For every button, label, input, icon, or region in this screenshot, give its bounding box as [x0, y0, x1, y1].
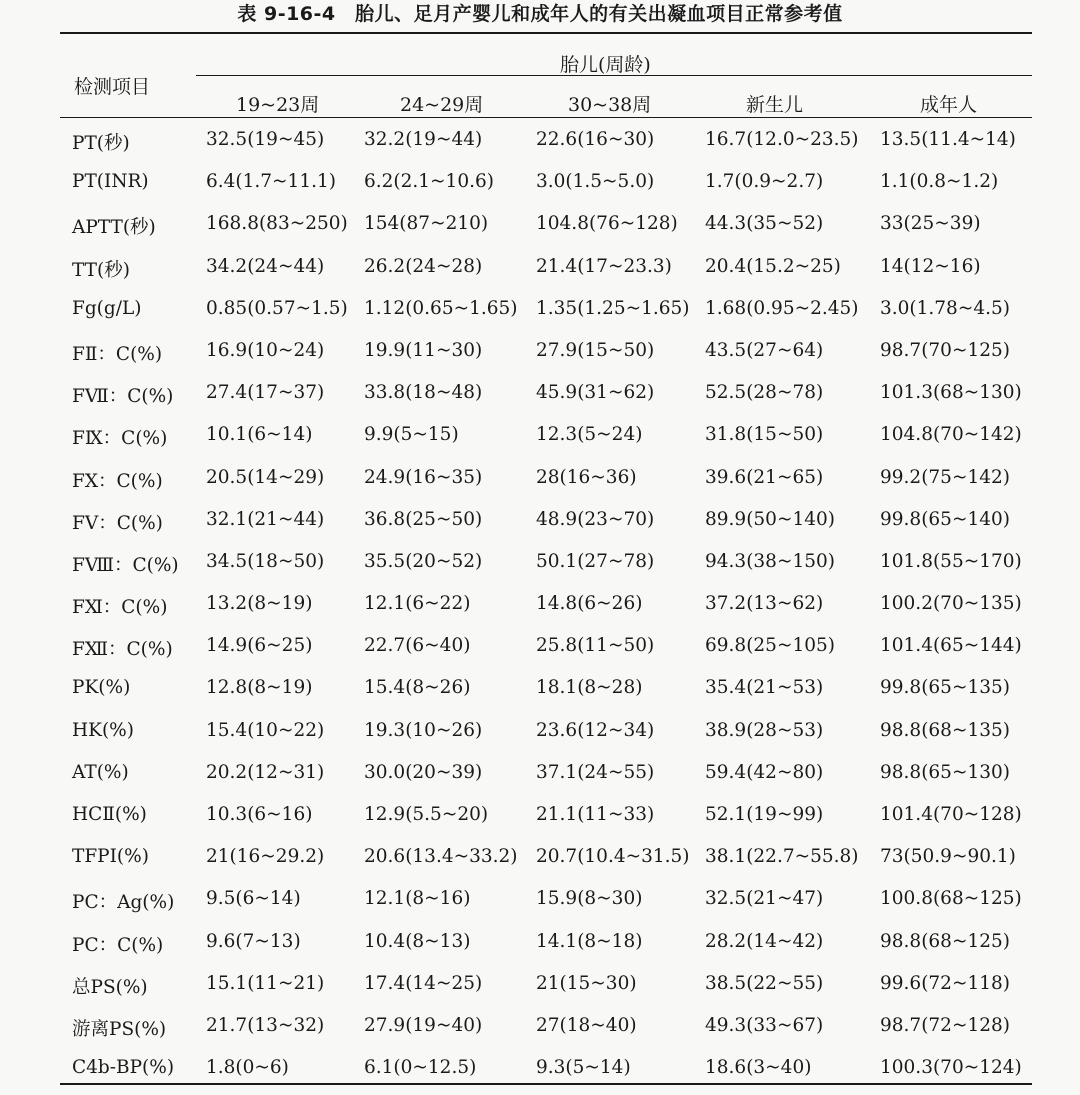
table-row: [0, 589, 1080, 631]
cell-item: 游离PS(%): [72, 1018, 167, 1040]
cell-newborn: 43.5(27~64): [705, 339, 824, 361]
table-body: [0, 125, 1080, 1095]
cell-newborn: 69.8(25~105): [705, 635, 835, 657]
cell-item: PK(%): [72, 677, 131, 699]
cell-week-24-29: 26.2(24~28): [364, 255, 483, 277]
cell-item: FⅫ：C(%): [72, 639, 173, 661]
column-header-30-38: 30~38周: [568, 94, 652, 116]
cell-newborn: 28.2(14~42): [705, 930, 824, 952]
column-header-newborn: 新生儿: [746, 94, 804, 116]
cell-newborn: 1.68(0.95~2.45): [705, 297, 859, 319]
cell-week-24-29: 35.5(20~52): [364, 550, 483, 572]
cell-newborn: 16.7(12.0~23.5): [705, 129, 859, 150]
header-item: 检测项目: [74, 76, 151, 98]
cell-newborn: 38.1(22.7~55.8): [705, 846, 859, 868]
table-row: [0, 463, 1080, 505]
table-row: [0, 884, 1080, 926]
cell-week-30-38: 50.1(27~78): [536, 550, 655, 572]
cell-item: FⅦ：C(%): [72, 386, 174, 408]
cell-item: PC：Ag(%): [72, 892, 175, 914]
cell-adult: 101.8(55~170): [880, 550, 1022, 572]
cell-newborn: 44.3(35~52): [705, 213, 824, 235]
cell-adult: 104.8(70~142): [880, 424, 1022, 446]
cell-newborn: 59.4(42~80): [705, 761, 824, 783]
table-row: [0, 673, 1080, 715]
cell-week-24-29: 27.9(19~40): [364, 1014, 483, 1036]
cell-adult: 99.8(65~140): [880, 508, 1010, 530]
cell-week-19-23: 15.4(10~22): [206, 719, 325, 741]
table-row: [0, 758, 1080, 800]
cell-week-19-23: 6.4(1.7~11.1): [206, 171, 336, 193]
cell-week-30-38: 27.9(15~50): [536, 339, 655, 361]
cell-week-30-38: 27(18~40): [536, 1014, 637, 1036]
table-row: [0, 927, 1080, 969]
cell-week-30-38: 48.9(23~70): [536, 508, 655, 530]
cell-week-30-38: 28(16~36): [536, 466, 637, 488]
table-row: [0, 209, 1080, 251]
cell-week-19-23: 9.6(7~13): [206, 930, 301, 952]
cell-week-24-29: 22.7(6~40): [364, 635, 471, 657]
cell-adult: 98.8(68~125): [880, 930, 1010, 952]
cell-adult: 98.8(68~135): [880, 719, 1010, 741]
cell-week-19-23: 21.7(13~32): [206, 1014, 325, 1036]
cell-week-19-23: 10.3(6~16): [206, 804, 313, 825]
cell-week-19-23: 15.1(11~21): [206, 972, 325, 994]
cell-adult: 14(12~16): [880, 255, 981, 277]
cell-item: FⅤ：C(%): [72, 512, 163, 534]
table-row: [0, 800, 1080, 842]
cell-week-24-29: 1.12(0.65~1.65): [364, 297, 518, 319]
cell-week-30-38: 18.1(8~28): [536, 677, 643, 699]
cell-week-30-38: 23.6(12~34): [536, 719, 655, 741]
table-row: [0, 420, 1080, 462]
table-row: [0, 378, 1080, 420]
cell-item: TT(秒): [72, 259, 130, 281]
cell-week-24-29: 19.3(10~26): [364, 719, 483, 741]
cell-week-19-23: 168.8(83~250): [206, 213, 348, 235]
cell-week-30-38: 14.1(8~18): [536, 930, 643, 952]
cell-newborn: 38.9(28~53): [705, 719, 824, 741]
cell-week-30-38: 45.9(31~62): [536, 382, 655, 404]
cell-week-30-38: 14.8(6~26): [536, 593, 643, 615]
cell-newborn: 94.3(38~150): [705, 550, 835, 572]
column-header-19-23: 19~23周: [236, 94, 320, 116]
table-row: [0, 547, 1080, 589]
table-row: [0, 505, 1080, 547]
table-row: [0, 969, 1080, 1011]
cell-adult: 98.7(70~125): [880, 339, 1010, 361]
cell-newborn: 52.5(28~78): [705, 382, 824, 404]
cell-week-19-23: 10.1(6~14): [206, 424, 313, 446]
table-row: [0, 125, 1080, 167]
cell-week-24-29: 12.1(8~16): [364, 888, 471, 910]
cell-item: AT(%): [72, 761, 129, 783]
table-row: [0, 336, 1080, 378]
cell-week-24-29: 15.4(8~26): [364, 677, 471, 699]
cell-item: FⅧ：C(%): [72, 554, 179, 576]
cell-adult: 3.0(1.78~4.5): [880, 297, 1010, 319]
cell-week-24-29: 154(87~210): [364, 213, 489, 235]
cell-week-30-38: 21.4(17~23.3): [536, 255, 672, 277]
cell-adult: 33(25~39): [880, 213, 981, 235]
cell-newborn: 32.5(21~47): [705, 888, 824, 910]
table-title: 表 9-16-4 胎儿、足月产婴儿和成年人的有关出凝血项目正常参考值: [237, 3, 843, 25]
cell-week-24-29: 30.0(20~39): [364, 761, 483, 783]
cell-week-30-38: 22.6(16~30): [536, 129, 655, 150]
cell-newborn: 18.6(3~40): [705, 1057, 812, 1079]
cell-week-19-23: 32.5(19~45): [206, 129, 325, 150]
cell-item: PT(INR): [72, 171, 149, 193]
cell-adult: 73(50.9~90.1): [880, 846, 1016, 868]
top-rule: [60, 32, 1032, 34]
cell-adult: 100.8(68~125): [880, 888, 1022, 910]
table-row: [0, 167, 1080, 209]
cell-week-30-38: 104.8(76~128): [536, 213, 678, 235]
cell-item: TFPI(%): [72, 846, 149, 868]
cell-item: Fg(g/L): [72, 297, 142, 319]
cell-adult: 98.8(65~130): [880, 761, 1010, 783]
cell-newborn: 1.7(0.9~2.7): [705, 171, 824, 193]
cell-week-30-38: 21(15~30): [536, 972, 637, 994]
cell-week-30-38: 37.1(24~55): [536, 761, 655, 783]
cell-item: FⅨ：C(%): [72, 428, 168, 450]
cell-week-19-23: 13.2(8~19): [206, 593, 313, 615]
cell-week-24-29: 32.2(19~44): [364, 129, 483, 150]
cell-week-19-23: 9.5(6~14): [206, 888, 301, 910]
cell-week-30-38: 20.7(10.4~31.5): [536, 846, 690, 868]
cell-newborn: 35.4(21~53): [705, 677, 824, 699]
cell-item: C4b-BP(%): [72, 1057, 175, 1079]
cell-week-24-29: 19.9(11~30): [364, 339, 483, 361]
cell-adult: 13.5(11.4~14): [880, 129, 1016, 150]
column-header-adult: 成年人: [920, 94, 978, 116]
cell-item: FⅪ：C(%): [72, 597, 168, 619]
cell-week-19-23: 20.5(14~29): [206, 466, 325, 488]
cell-week-19-23: 20.2(12~31): [206, 761, 325, 783]
cell-week-19-23: 32.1(21~44): [206, 508, 325, 530]
cell-adult: 98.7(72~128): [880, 1014, 1010, 1036]
cell-adult: 101.4(65~144): [880, 635, 1022, 657]
cell-adult: 101.4(70~128): [880, 804, 1022, 825]
cell-newborn: 38.5(22~55): [705, 972, 824, 994]
cell-week-24-29: 9.9(5~15): [364, 424, 459, 446]
table-row: [0, 716, 1080, 758]
cell-newborn: 52.1(19~99): [705, 804, 824, 825]
cell-week-19-23: 12.8(8~19): [206, 677, 313, 699]
cell-adult: 101.3(68~130): [880, 382, 1022, 404]
column-header-24-29: 24~29周: [400, 94, 484, 116]
cell-adult: 100.3(70~124): [880, 1057, 1022, 1079]
cell-week-30-38: 1.35(1.25~1.65): [536, 297, 690, 319]
cell-week-24-29: 36.8(25~50): [364, 508, 483, 530]
cell-week-24-29: 17.4(14~25): [364, 972, 483, 994]
cell-week-24-29: 10.4(8~13): [364, 930, 471, 952]
table-row: [0, 1011, 1080, 1053]
cell-week-19-23: 34.2(24~44): [206, 255, 325, 277]
cell-week-24-29: 6.1(0~12.5): [364, 1057, 477, 1079]
cell-week-30-38: 25.8(11~50): [536, 635, 655, 657]
cell-item: HK(%): [72, 719, 134, 741]
cell-week-24-29: 24.9(16~35): [364, 466, 483, 488]
cell-week-30-38: 9.3(5~14): [536, 1057, 631, 1079]
cell-week-24-29: 12.9(5.5~20): [364, 804, 489, 825]
cell-week-19-23: 21(16~29.2): [206, 846, 325, 868]
cell-week-30-38: 3.0(1.5~5.0): [536, 171, 655, 193]
cell-week-19-23: 0.85(0.57~1.5): [206, 297, 348, 319]
cell-item: 总PS(%): [72, 976, 148, 998]
cell-item: PT(秒): [72, 133, 130, 154]
cell-newborn: 49.3(33~67): [705, 1014, 824, 1036]
cell-week-19-23: 34.5(18~50): [206, 550, 325, 572]
table-row: [0, 842, 1080, 884]
cell-week-19-23: 16.9(10~24): [206, 339, 325, 361]
cell-item: FⅩ：C(%): [72, 470, 163, 492]
cell-item: PC：C(%): [72, 934, 164, 956]
cell-week-19-23: 1.8(0~6): [206, 1057, 289, 1079]
cell-week-30-38: 12.3(5~24): [536, 424, 643, 446]
cell-week-30-38: 15.9(8~30): [536, 888, 643, 910]
cell-week-24-29: 20.6(13.4~33.2): [364, 846, 518, 868]
cell-item: FⅡ：C(%): [72, 343, 163, 365]
cell-newborn: 20.4(15.2~25): [705, 255, 841, 277]
cell-adult: 1.1(0.8~1.2): [880, 171, 999, 193]
table-row: [0, 631, 1080, 673]
cell-adult: 99.8(65~135): [880, 677, 1010, 699]
cell-item: HCⅡ(%): [72, 804, 147, 825]
cell-newborn: 31.8(15~50): [705, 424, 824, 446]
table-row: [0, 252, 1080, 294]
cell-newborn: 37.2(13~62): [705, 593, 824, 615]
cell-week-24-29: 6.2(2.1~10.6): [364, 171, 494, 193]
table-row: [0, 294, 1080, 336]
cell-week-24-29: 12.1(6~22): [364, 593, 471, 615]
cell-adult: 99.2(75~142): [880, 466, 1010, 488]
cell-week-30-38: 21.1(11~33): [536, 804, 655, 825]
cell-adult: 99.6(72~118): [880, 972, 1010, 994]
table-row: [0, 1053, 1080, 1095]
cell-newborn: 89.9(50~140): [705, 508, 835, 530]
header-fetal-group: 胎儿(周龄): [560, 54, 651, 76]
cell-adult: 100.2(70~135): [880, 593, 1022, 615]
header-rule: [60, 117, 1032, 118]
cell-newborn: 39.6(21~65): [705, 466, 824, 488]
cell-week-19-23: 27.4(17~37): [206, 382, 325, 404]
cell-item: APTT(秒): [72, 217, 156, 239]
cell-week-24-29: 33.8(18~48): [364, 382, 483, 404]
cell-week-19-23: 14.9(6~25): [206, 635, 313, 657]
